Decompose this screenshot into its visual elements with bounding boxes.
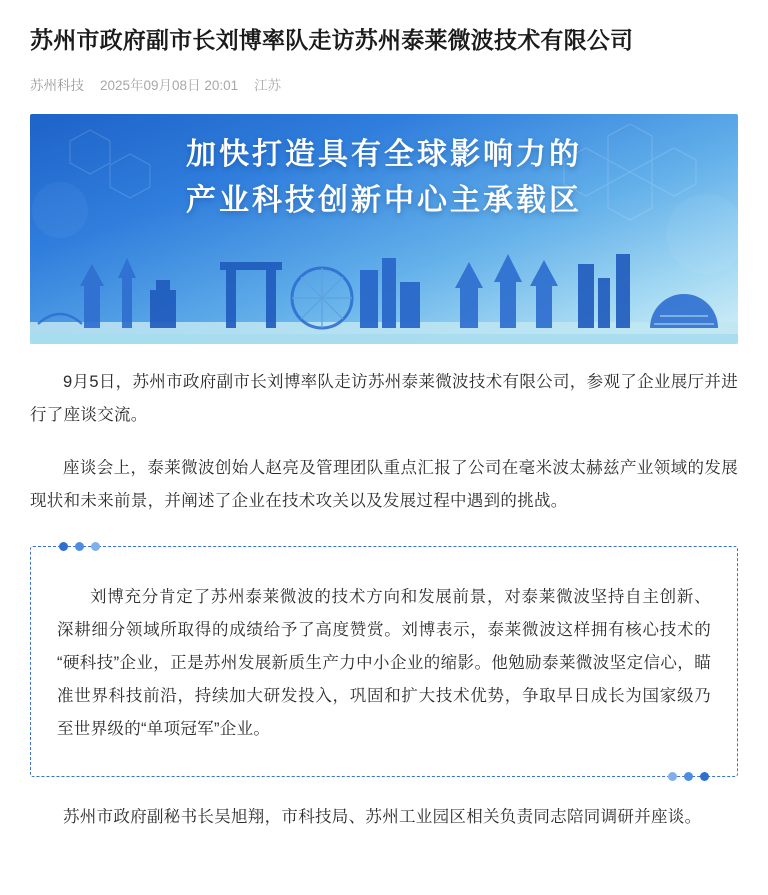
- meta-datetime: 2025年09月08日 20:01: [100, 78, 239, 93]
- dot-icon: [75, 542, 84, 551]
- highlight-quote-box: [30, 546, 738, 777]
- skyline-illustration-icon: [30, 224, 738, 344]
- paragraph: 9月5日，苏州市政府副市长刘博率队走访苏州泰莱微波技术有限公司，参观了企业展厅并进行了座谈交流。: [30, 373, 738, 424]
- dot-icon: [684, 772, 693, 781]
- dot-icon: [700, 772, 709, 781]
- decor-dots-top-left: [59, 542, 100, 551]
- banner-headline-line1: 加快打造具有全球影响力的: [186, 138, 582, 171]
- banner-image: [30, 114, 738, 344]
- decor-dots-bottom-right: [668, 772, 709, 781]
- meta-source[interactable]: 苏州科技: [30, 78, 84, 93]
- banner-headline: [30, 134, 738, 222]
- dot-icon: [668, 772, 677, 781]
- page-title: 苏州市政府副市长刘博率队走访苏州泰莱微波技术有限公司: [30, 27, 634, 53]
- paragraph: 座谈会上，泰莱微波创始人赵亮及管理团队重点汇报了公司在毫米波太赫兹产业领域的发展现状和未来前景，并阐述了企业在技术攻关以及发展过程中遇到的挑战。: [30, 459, 738, 510]
- banner-headline-line2: 产业科技创新中心主承载区: [186, 184, 582, 217]
- article-meta: [30, 74, 738, 94]
- quote-text: 刘博充分肯定了苏州泰莱微波的技术方向和发展前景，对泰莱微波坚持自主创新、深耕细分领域所取得的成绩给予了高度赞赏。刘博表示，泰莱微波这样拥有核心技术的“硬科技”企业，正是苏州发展新质生产力中小企业的缩影。他勉励泰莱微波坚定信心，瞄准世界科技前沿，持续加大研发投入，巩固和扩大技术优势，争取早日成长为国家级乃至世界级的“单项冠军”企业。: [57, 588, 711, 738]
- dot-icon: [59, 542, 68, 551]
- meta-region: 江苏: [254, 78, 282, 93]
- paragraph: 苏州市政府副秘书长吴旭翔，市科技局、苏州工业园区相关负责同志陪同调研并座谈。: [63, 808, 702, 826]
- dot-icon: [91, 542, 100, 551]
